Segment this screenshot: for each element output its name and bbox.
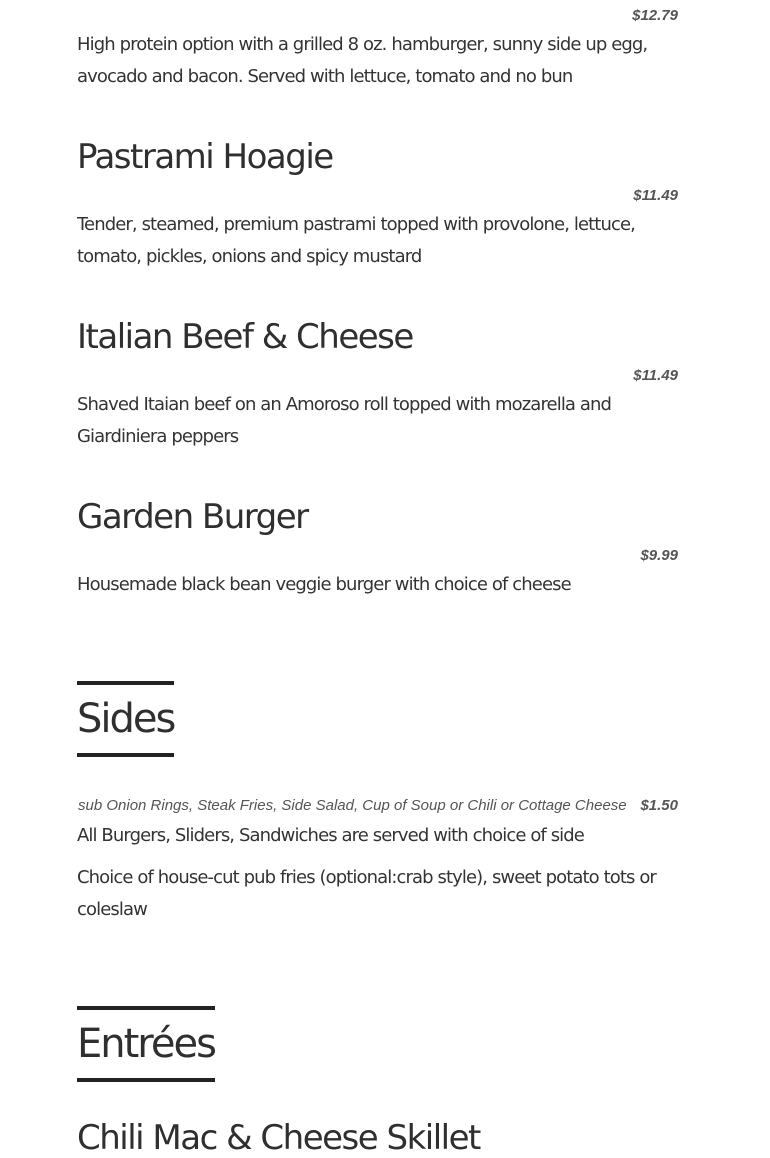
item-price: $12.79 [632, 7, 678, 24]
item-price: $11.49 [633, 187, 678, 204]
entrees-section [77, 1006, 693, 1082]
item-description: Housemade black bean veggie burger with choice of cheese [77, 574, 571, 595]
sides-note: Choice of house-cut pub fries (optional:crab style), sweet potato tots or coleslaw [77, 867, 656, 920]
side-substitution-text: sub Onion Rings, Steak Fries, Side Salad, Cup of Soup or Chili or Cottage Cheese [78, 797, 627, 814]
menu-item [77, 1118, 693, 1158]
item-price: $9.99 [640, 547, 678, 564]
sides-note: All Burgers, Sliders, Sandwiches are served with choice of side [77, 825, 584, 846]
item-description: Shaved Itaian beef on an Amoroso roll topped with mozarella and Giardiniera peppers [77, 394, 612, 447]
menu-item [77, 497, 693, 595]
side-substitution-price: $1.50 [640, 797, 678, 814]
item-name: Chili Mac & Cheese Skillet [77, 1118, 480, 1158]
side-substitution-row [78, 797, 693, 815]
menu-item [77, 317, 693, 447]
item-name: Italian Beef & Cheese [77, 317, 413, 357]
menu-item [77, 137, 693, 267]
sides-section [77, 681, 693, 757]
section-heading: Entrées [77, 1006, 215, 1082]
item-name: Pastrami Hoagie [77, 137, 333, 177]
item-description: Tender, steamed, premium pastrami topped with provolone, lettuce, tomato, pickles, onions and spicy mustard [77, 214, 635, 267]
item-name: Garden Burger [77, 497, 308, 537]
item-price: $11.49 [633, 367, 678, 384]
section-heading: Sides [77, 681, 174, 757]
item-description: High protein option with a grilled 8 oz. hamburger, sunny side up egg, avocado and bacon. Served with lettuce, tomato and no bun [77, 34, 648, 87]
